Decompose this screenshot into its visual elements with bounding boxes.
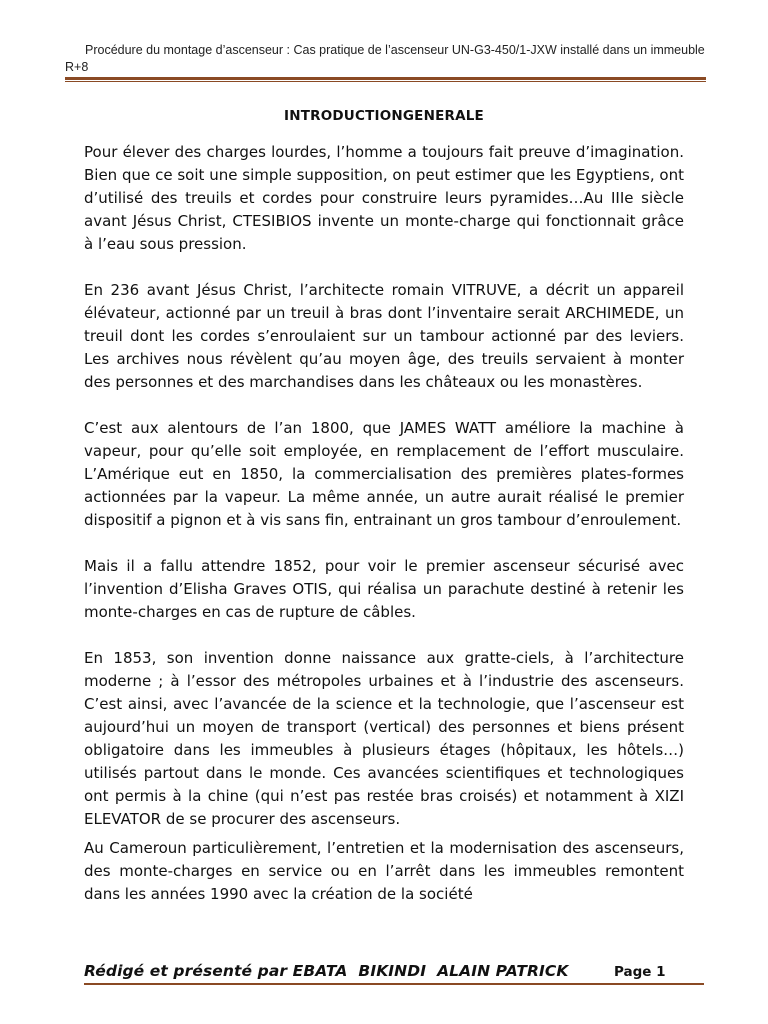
paragraph-3: C’est aux alentours de l’an 1800, que JAMES WATT améliore la machine à vapeur, pour qu’elle soit employée, en remplacement de l’effort musculaire. L’Amérique eut en 1850, la commercialisation des premières plates-formes actionnées par la vapeur. La même année, un autre aurait réalisé le premier dispositif a pignon et à vis sans fin, entrainant un gros tambour d’enroulement. — [84, 419, 684, 529]
paragraph-5: En 1853, son invention donne naissance aux gratte-ciels, à l’architecture moderne ; à l’essor des métropoles urbaines et à l’industrie des ascenseurs. C’est ainsi, avec l’avancée de la science et la technologie, que l’ascenseur est aujourd’hui un moyen de transport (vertical) des personnes et biens présent obligatoire dans les immeubles à plusieurs étages (hôpitaux, les hôtels…) utilisés partout dans le monde. Ces avancées scientifiques et technologiques ont permis à la chine (qui n’est pas restée bras croisés) et notamment à XIZI ELEVATOR de se procurer des ascenseurs. — [84, 649, 684, 828]
page-footer — [84, 962, 704, 990]
paragraph-6: Au Cameroun particulièrement, l’entretien et la modernisation des ascenseurs, des monte-charges en service ou en l’arrêt dans les immeubles remontent dans les années 1990 avec la création de la société — [84, 839, 684, 903]
footer-rule — [84, 983, 704, 985]
header-rule-thick — [65, 77, 706, 80]
page-number: Page 1 — [614, 964, 666, 980]
header-rule — [65, 77, 706, 83]
paragraph-4: Mais il a fallu attendre 1852, pour voir le premier ascenseur sécurisé avec l’invention d’Elisha Graves OTIS, qui réalisa un parachute destiné à retenir les monte-charges en cas de rupture de câbles. — [84, 557, 684, 621]
document-body — [84, 141, 684, 929]
section-title: INTRODUCTIONGENERALE — [284, 108, 484, 124]
header-rule-thin — [65, 81, 706, 82]
paragraph-1: Pour élever des charges lourdes, l’homme a toujours fait preuve d’imagination. Bien que ce soit une simple supposition, on peut estimer que les Egyptiens, ont d’utilisé des treuils et cordes pour construire leurs pyramides…Au IIIe siècle avant Jésus Christ, CTESIBIOS invente un monte-charge qui fonctionnait grâce à l’eau sous pression. — [84, 143, 684, 253]
running-header: Procédure du montage d’ascenseur : Cas pratique de l’ascenseur UN-G3-450/1-JXW installé dans un immeuble R+8 — [65, 43, 705, 74]
footer-author: Rédigé et présenté par EBATA BIKINDI ALAIN PATRICK — [84, 962, 569, 980]
paragraph-2: En 236 avant Jésus Christ, l’architecte romain VITRUVE, a décrit un appareil élévateur, actionné par un treuil à bras dont l’inventaire serait ARCHIMEDE, un treuil dont les cordes s’enroulaient sur un tambour actionné par des leviers. Les archives nous révèlent qu’au moyen âge, des treuils servaient à monter des personnes et des marchandises dans les châteaux ou les monastères. — [84, 281, 684, 391]
